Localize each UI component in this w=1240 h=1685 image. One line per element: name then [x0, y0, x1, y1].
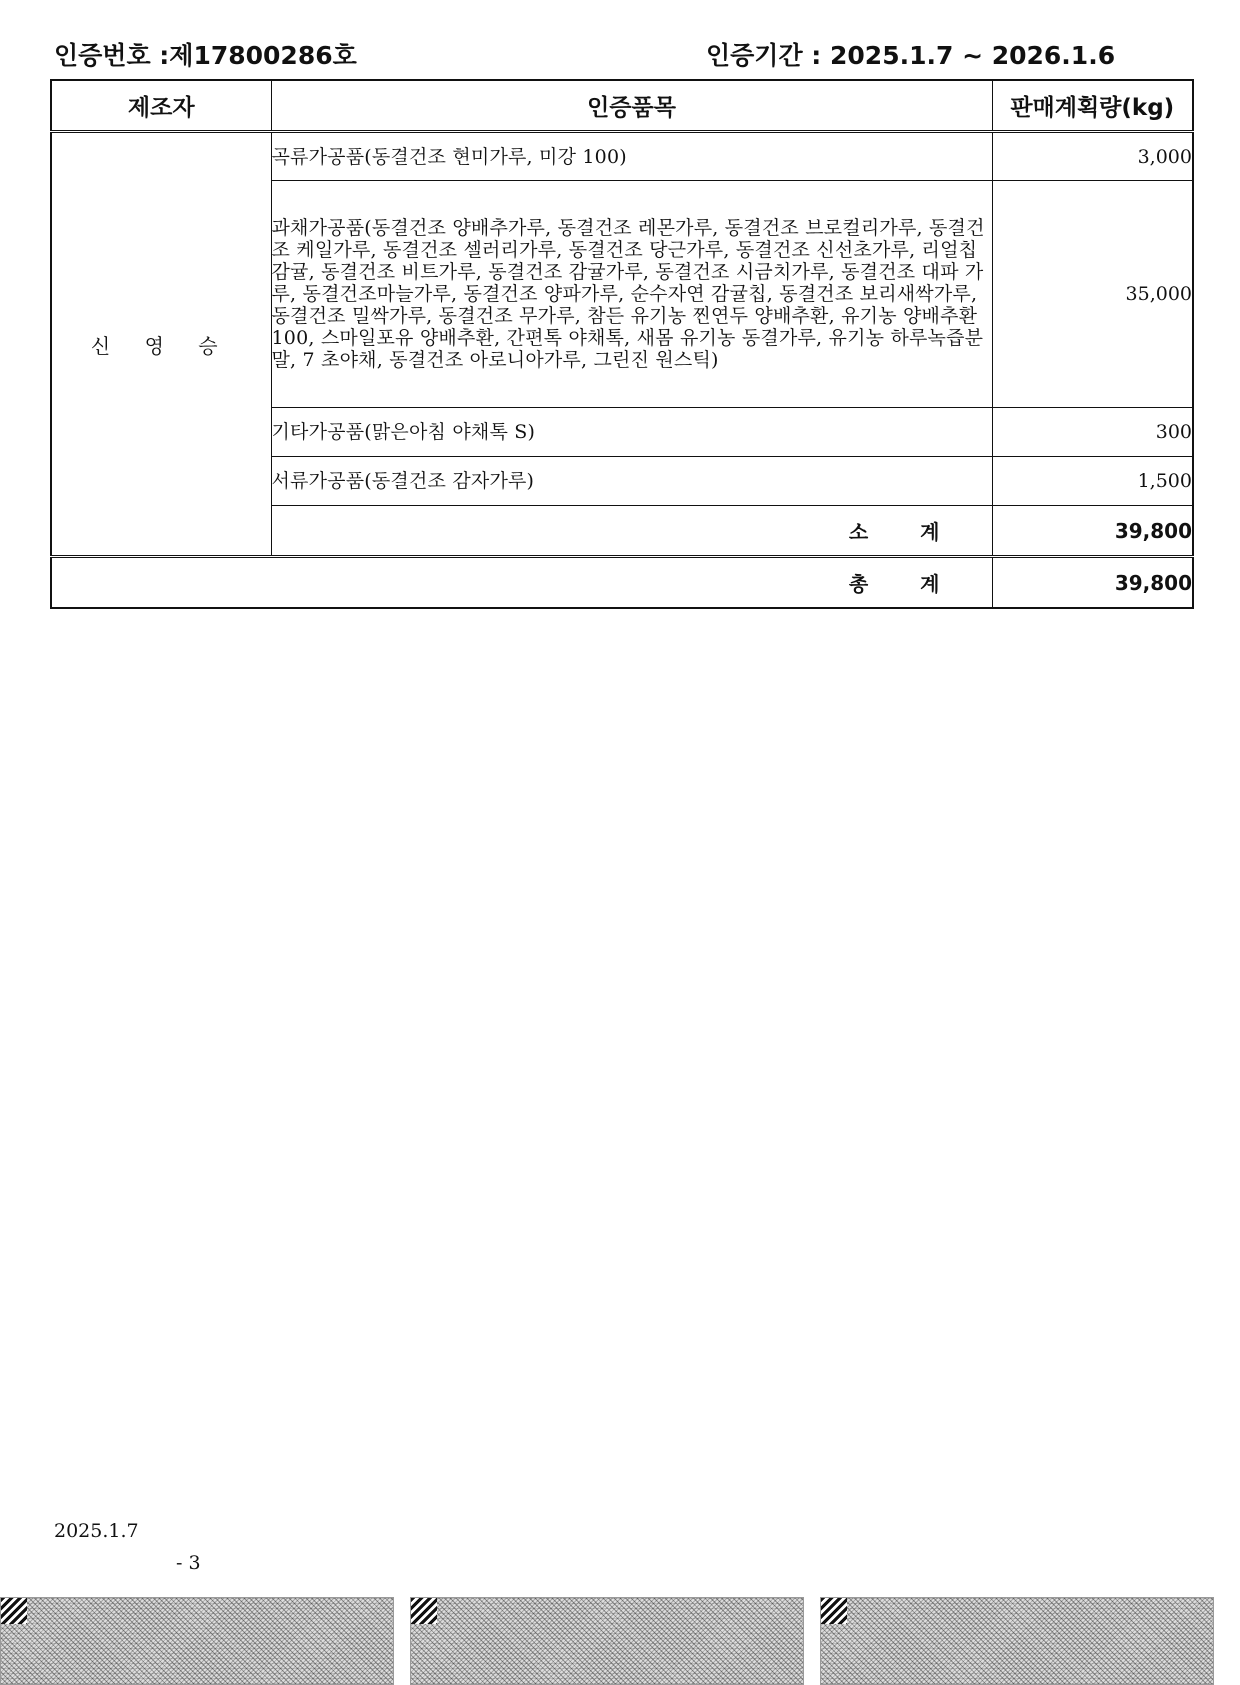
- cert-period: 인증기간 : 2025.1.7 ~ 2026.1.6: [706, 41, 1116, 70]
- table-row: [51, 132, 1193, 181]
- total-value: 39,800: [992, 557, 1193, 609]
- column-header-quantity: 판매계획량(kg): [992, 80, 1193, 132]
- pattern-corner-icon: [411, 1598, 437, 1624]
- security-pattern: [0, 1597, 394, 1685]
- item-cell: 기타가공품(맑은아침 야채톡 S): [271, 408, 992, 457]
- column-header-maker: 제조자: [51, 80, 271, 132]
- quantity-cell: 35,000: [992, 181, 1193, 408]
- cert-number: 인증번호 :제17800286호: [54, 41, 357, 70]
- security-pattern: [820, 1597, 1214, 1685]
- certification-table: [50, 79, 1194, 609]
- item-cell: 서류가공품(동결건조 감자가루): [271, 457, 992, 506]
- pattern-corner-icon: [1, 1598, 27, 1624]
- quantity-cell: 300: [992, 408, 1193, 457]
- maker-name: 신 영 승: [51, 132, 271, 557]
- total-label: 총계: [51, 557, 992, 609]
- quantity-cell: 3,000: [992, 132, 1193, 181]
- quantity-cell: 1,500: [992, 457, 1193, 506]
- footer-date: 2025.1.7: [54, 1520, 139, 1542]
- pattern-corner-icon: [821, 1598, 847, 1624]
- security-pattern: [410, 1597, 804, 1685]
- item-cell: 곡류가공품(동결건조 현미가루, 미강 100): [271, 132, 992, 181]
- item-cell: 과채가공품(동결건조 양배추가루, 동결건조 레몬가루, 동결건조 브로컬리가루, 동결건조 케일가루, 동결건조 셀러리가루, 동결건조 당근가루, 동결건조 신선초가루, 리얼칩 감귤, 동결건조 비트가루, 동결건조 감귤가루, 동결건조 시금치가루, 동결건조 대파 가루, 동결건조마늘가루, 동결건조 양파가루, 순수자연 감귤칩, 동결건조 보리새싹가루, 동결건조 밀싹가루, 동결건조 무가루, 참든 유기농 찐연두 양배추환, 유기농 양배추환 100, 스마일포유 양배추환, 간편톡 야채톡, 새몸 유기농 동결가루, 유기농 하루녹즙분말, 7 초야채, 동결건조 아로니아가루, 그린진 원스틱): [271, 181, 992, 408]
- table-header-row: [51, 80, 1193, 132]
- page-number: - 3: [176, 1552, 201, 1574]
- subtotal-value: 39,800: [992, 506, 1193, 557]
- total-row: [51, 557, 1193, 609]
- subtotal-label: 소계: [271, 506, 992, 557]
- column-header-item: 인증품목: [271, 80, 992, 132]
